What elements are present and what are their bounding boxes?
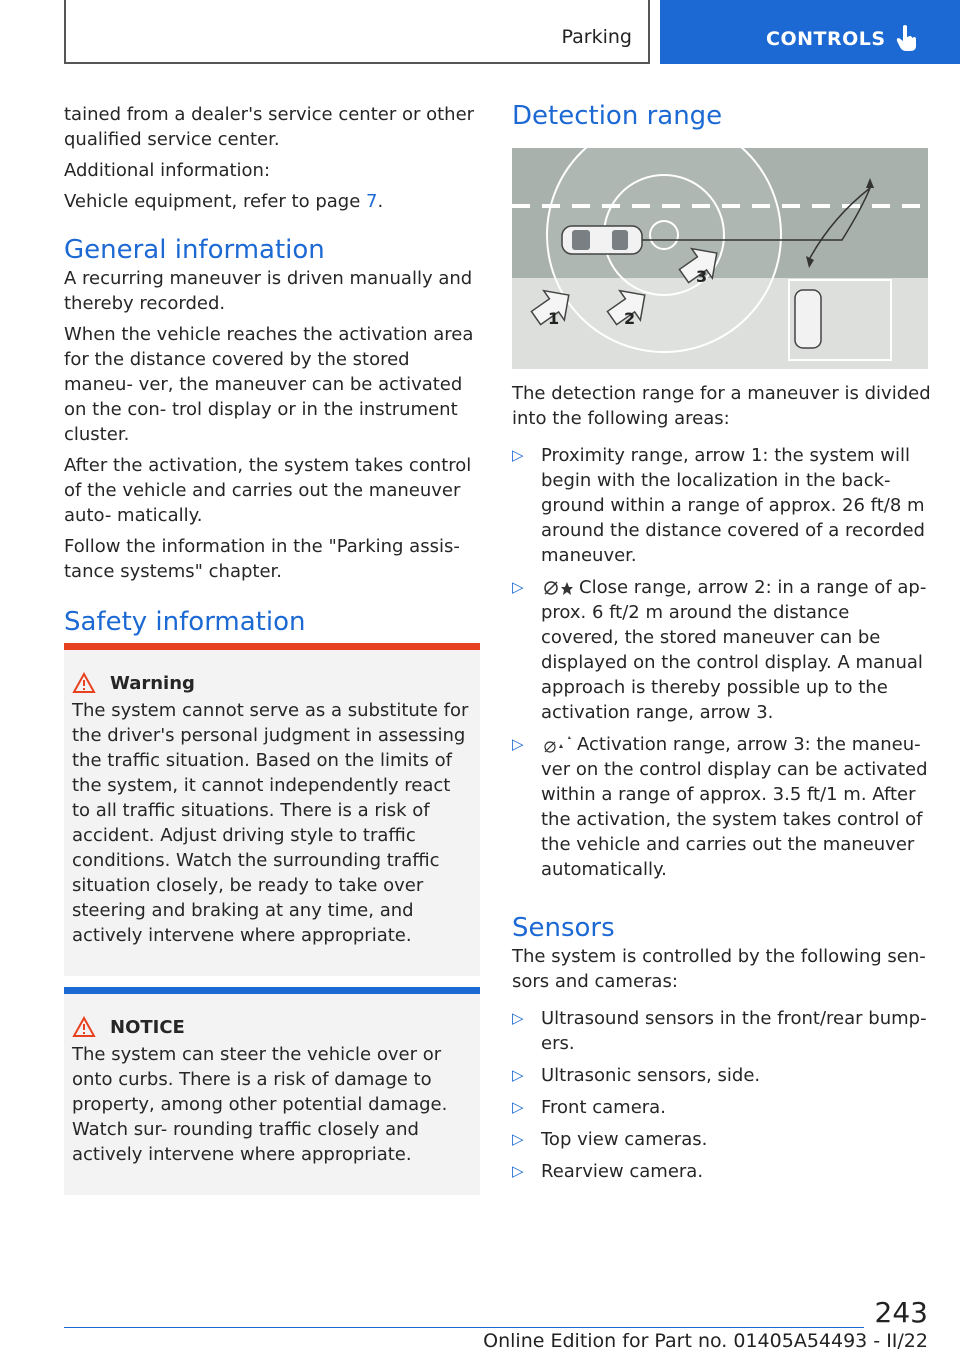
warning-title-row <box>72 672 472 694</box>
intro-line: Additional information: <box>64 160 271 181</box>
list-item: ▷ Rearview camera. <box>512 1161 704 1182</box>
figure-label-2: 2 <box>624 309 636 328</box>
general-heading: General information <box>64 235 325 265</box>
right-column-top <box>512 100 932 132</box>
header-chapter-box <box>660 0 960 64</box>
bullet-icon: ▷ <box>512 1098 524 1116</box>
bullet-icon: ▷ <box>512 1162 524 1180</box>
list-item: ▷ Ultrasound sensors in the front/rear bump- ers. <box>512 1008 927 1054</box>
header-section-title: Parking <box>561 26 632 48</box>
intro-line: tained from a dealer's service center or other qualified service center. <box>64 104 475 150</box>
general-paragraph: When the vehicle reaches the activation area for the distance covered by the stored maneu- ver, the maneuver can be activated on the con- trol display or in the instrument cluster. <box>64 324 474 445</box>
list-item: ▷ Close range, arrow 2: in a range of ap- prox. 6 ft/2 m around the distance covered, the stored maneuver can be displayed on the control display. A manual approach is thereby possible up to the activation range, arrow 3. <box>512 577 927 723</box>
page-link[interactable]: 7 <box>366 191 378 212</box>
page-number: 243 <box>874 1296 928 1329</box>
bullet-icon: ▷ <box>512 1066 524 1084</box>
list-item: ▷ Ultrasonic sensors, side. <box>512 1065 761 1086</box>
bullet-icon: ▷ <box>512 735 524 753</box>
header-chapter-title: CONTROLS <box>766 28 886 50</box>
figure-label-3: 3 <box>696 267 708 286</box>
steering-recording-icon <box>541 580 573 596</box>
detection-range-figure <box>512 148 928 369</box>
general-paragraph: After the activation, the system takes control of the vehicle and carries out the maneuver auto- matically. <box>64 455 472 526</box>
list-item: ▷ Front camera. <box>512 1097 666 1118</box>
list-item: ▷ Proximity range, arrow 1: the system will begin with the localization in the back- ground within a range of approx. 26 ft/8 m around the distance covered of a recorded maneuver. <box>512 445 925 566</box>
left-column <box>64 102 480 638</box>
hand-pointer-icon <box>896 24 918 52</box>
bullet-icon: ▷ <box>512 578 524 596</box>
bullet-icon: ▷ <box>512 446 524 464</box>
warning-triangle-icon <box>72 672 96 694</box>
notice-box <box>64 987 480 1195</box>
notice-text: The system can steer the vehicle over or onto curbs. There is a risk of damage to property, among other potential damage. Watch sur- rounding traffic closely and actively intervene where appropriate. <box>72 1044 448 1165</box>
general-paragraph: Follow the information in the "Parking assis- tance systems" chapter. <box>64 536 460 582</box>
bullet-icon: ▷ <box>512 1009 524 1027</box>
list-item: ▷ Top view cameras. <box>512 1129 708 1150</box>
list-item: ▷ Activation range, arrow 3: the maneu- ver on the control display can be activated within a range of approx. 3.5 ft/1 m. After the activation, the system takes control of the vehicle and carries out the maneuver automatically. <box>512 734 928 880</box>
safety-heading: Safety information <box>64 607 306 637</box>
general-paragraph: A recurring maneuver is driven manually and thereby recorded. <box>64 268 473 314</box>
sensors-heading: Sensors <box>512 913 615 943</box>
figure-label-1: 1 <box>548 309 560 328</box>
warning-box <box>64 643 480 976</box>
notice-title: NOTICE <box>110 1016 185 1038</box>
activation-icon <box>541 736 571 754</box>
header-section-box <box>64 0 650 64</box>
detection-heading: Detection range <box>512 101 723 131</box>
sensor-list <box>512 1006 932 1184</box>
sensors-intro: The system is controlled by the following sen- sors and cameras: <box>512 946 926 992</box>
bullet-icon: ▷ <box>512 1130 524 1148</box>
vehicle-equipment-ref: Vehicle equipment, refer to page 7. <box>64 191 384 212</box>
warning-text: The system cannot serve as a substitute for the driver's personal judgment in assessing the traffic situation. Based on the limits of the system, it cannot independently react to all traffic situations. There is a risk of accident. Adjust driving style to traffic conditions. Watch the surrounding traffic situation closely, be ready to take over steering and braking at any time, and actively intervene where appropriate. <box>72 700 469 946</box>
footer-divider <box>64 1327 864 1328</box>
warning-triangle-icon <box>72 1016 96 1038</box>
detection-list <box>512 443 932 882</box>
detection-intro: The detection range for a maneuver is divided into the following areas: <box>512 383 931 429</box>
right-column-body <box>512 381 932 1191</box>
notice-title-row <box>72 1016 472 1038</box>
warning-title: Warning <box>110 672 195 694</box>
footer-edition: Online Edition for Part no. 01405A54493 - II/22 <box>483 1330 928 1352</box>
